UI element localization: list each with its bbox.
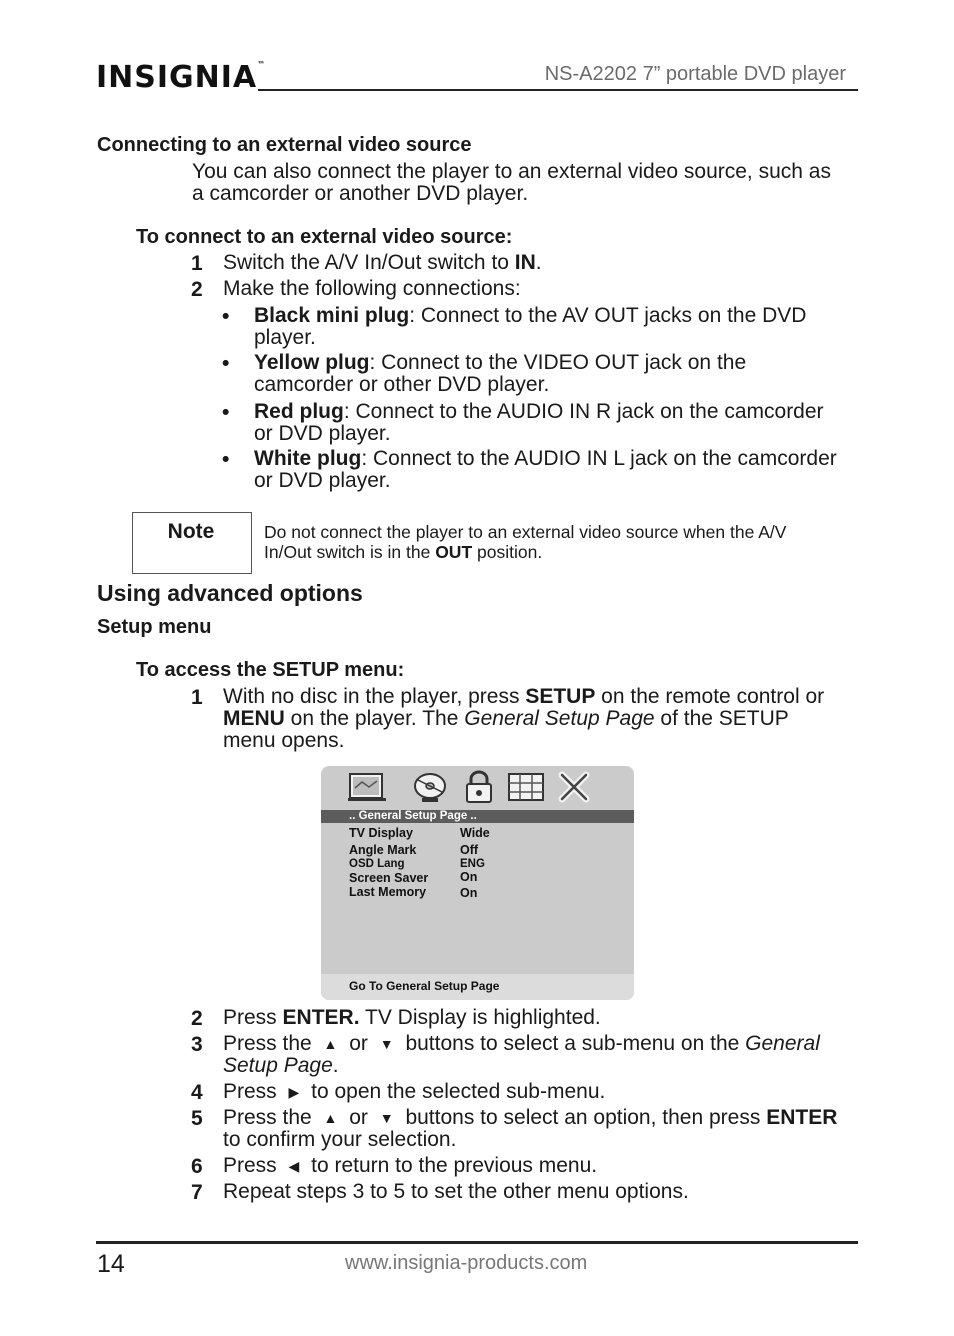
section-heading-external-video: Connecting to an external video source [97, 134, 472, 156]
page-number: 14 [97, 1250, 125, 1278]
footer-url: www.insignia-products.com [345, 1252, 588, 1274]
header-product-title: NS-A2202 7” portable DVD player [544, 63, 846, 85]
intro-line-1: You can also connect the player to an external video source, such as [192, 160, 831, 183]
procedure-title-connect: To connect to an external video source: [136, 226, 513, 248]
procedure-title-setup: To access the SETUP menu: [136, 659, 405, 681]
note-text: Do not connect the player to an external video source when the A/V In/Out switch is in the OUT position. [264, 522, 787, 562]
step-2-connect: 2 Make the following connections: [191, 277, 521, 301]
step-2-setup: 2 Press ENTER. TV Display is highlighted. [191, 1006, 601, 1030]
step-1-setup: 1 With no disc in the player, press SETUP on the remote control or MENU on the player. The General Setup Page of the SETUP menu opens. [191, 685, 825, 752]
tv-setup-icon [347, 770, 387, 804]
menu-footer-text: Go To General Setup Page [349, 979, 500, 993]
step-6-setup: 6 Press ◀ to return to the previous menu. [191, 1154, 598, 1178]
menu-item-osd-lang: OSD Lang [349, 858, 405, 870]
up-arrow-icon: ▲ [323, 1036, 338, 1052]
note-label: Note [167, 520, 215, 543]
left-arrow-icon: ◀ [288, 1158, 300, 1174]
section-heading-advanced-options: Using advanced options [97, 580, 363, 606]
step-1-connect: 1 Switch the A/V In/Out switch to IN. [191, 251, 542, 275]
step-4-setup: 4 Press ▶ to open the selected sub-menu. [191, 1080, 606, 1104]
header-rule [258, 89, 858, 91]
menu-footer [321, 974, 634, 1000]
menu-item-tv-display: TV Display [349, 826, 413, 840]
menu-value-screen-saver: On [460, 870, 478, 884]
menu-value-last-memory: On [460, 886, 478, 900]
step-3-setup: 3 Press the ▲ or ▼ buttons to select a sub-menu on the General Setup Page. [191, 1032, 820, 1077]
menu-value-angle-mark: Off [460, 843, 479, 857]
setup-menu-screenshot [321, 766, 634, 1000]
insignia-logo: INSIGNIA™ [96, 60, 266, 95]
bullet-yellow-plug: • Yellow plug: Connect to the VIDEO OUT jack on the camcorder or other DVD player. [222, 351, 747, 396]
down-arrow-icon: ▼ [379, 1110, 394, 1126]
exit-x-icon [554, 770, 594, 804]
menu-icon-bar [321, 766, 634, 809]
subheading-setup-menu: Setup menu [97, 616, 212, 638]
intro-line-2: a camcorder or another DVD player. [192, 182, 529, 205]
right-arrow-icon: ▶ [288, 1084, 300, 1100]
menu-value-osd-lang: ENG [460, 858, 485, 870]
menu-value-tv-display: Wide [460, 826, 490, 840]
step-7-setup: 7 Repeat steps 3 to 5 to set the other menu options. [191, 1180, 689, 1204]
step-5-setup: 5 Press the ▲ or ▼ buttons to select an option, then press ENTER to confirm your selection. [191, 1106, 838, 1151]
bullet-red-plug: • Red plug: Connect to the AUDIO IN R jack on the camcorder or DVD player. [222, 400, 824, 445]
disc-audio-icon [410, 770, 450, 804]
grid-preference-icon [506, 770, 546, 804]
lock-icon [459, 770, 499, 804]
bullet-white-plug: • White plug: Connect to the AUDIO IN L jack on the camcorder or DVD player. [222, 447, 837, 492]
menu-item-last-memory: Last Memory [349, 885, 427, 899]
footer-rule [96, 1241, 858, 1244]
up-arrow-icon: ▲ [323, 1110, 338, 1126]
menu-header-general-setup-page: .. General Setup Page .. [321, 810, 634, 823]
bullet-black-mini-plug: • Black mini plug: Connect to the AV OUT jacks on the DVD player. [222, 304, 807, 349]
menu-item-screen-saver: Screen Saver [349, 871, 429, 885]
menu-item-angle-mark: Angle Mark [349, 843, 417, 857]
down-arrow-icon: ▼ [379, 1036, 394, 1052]
